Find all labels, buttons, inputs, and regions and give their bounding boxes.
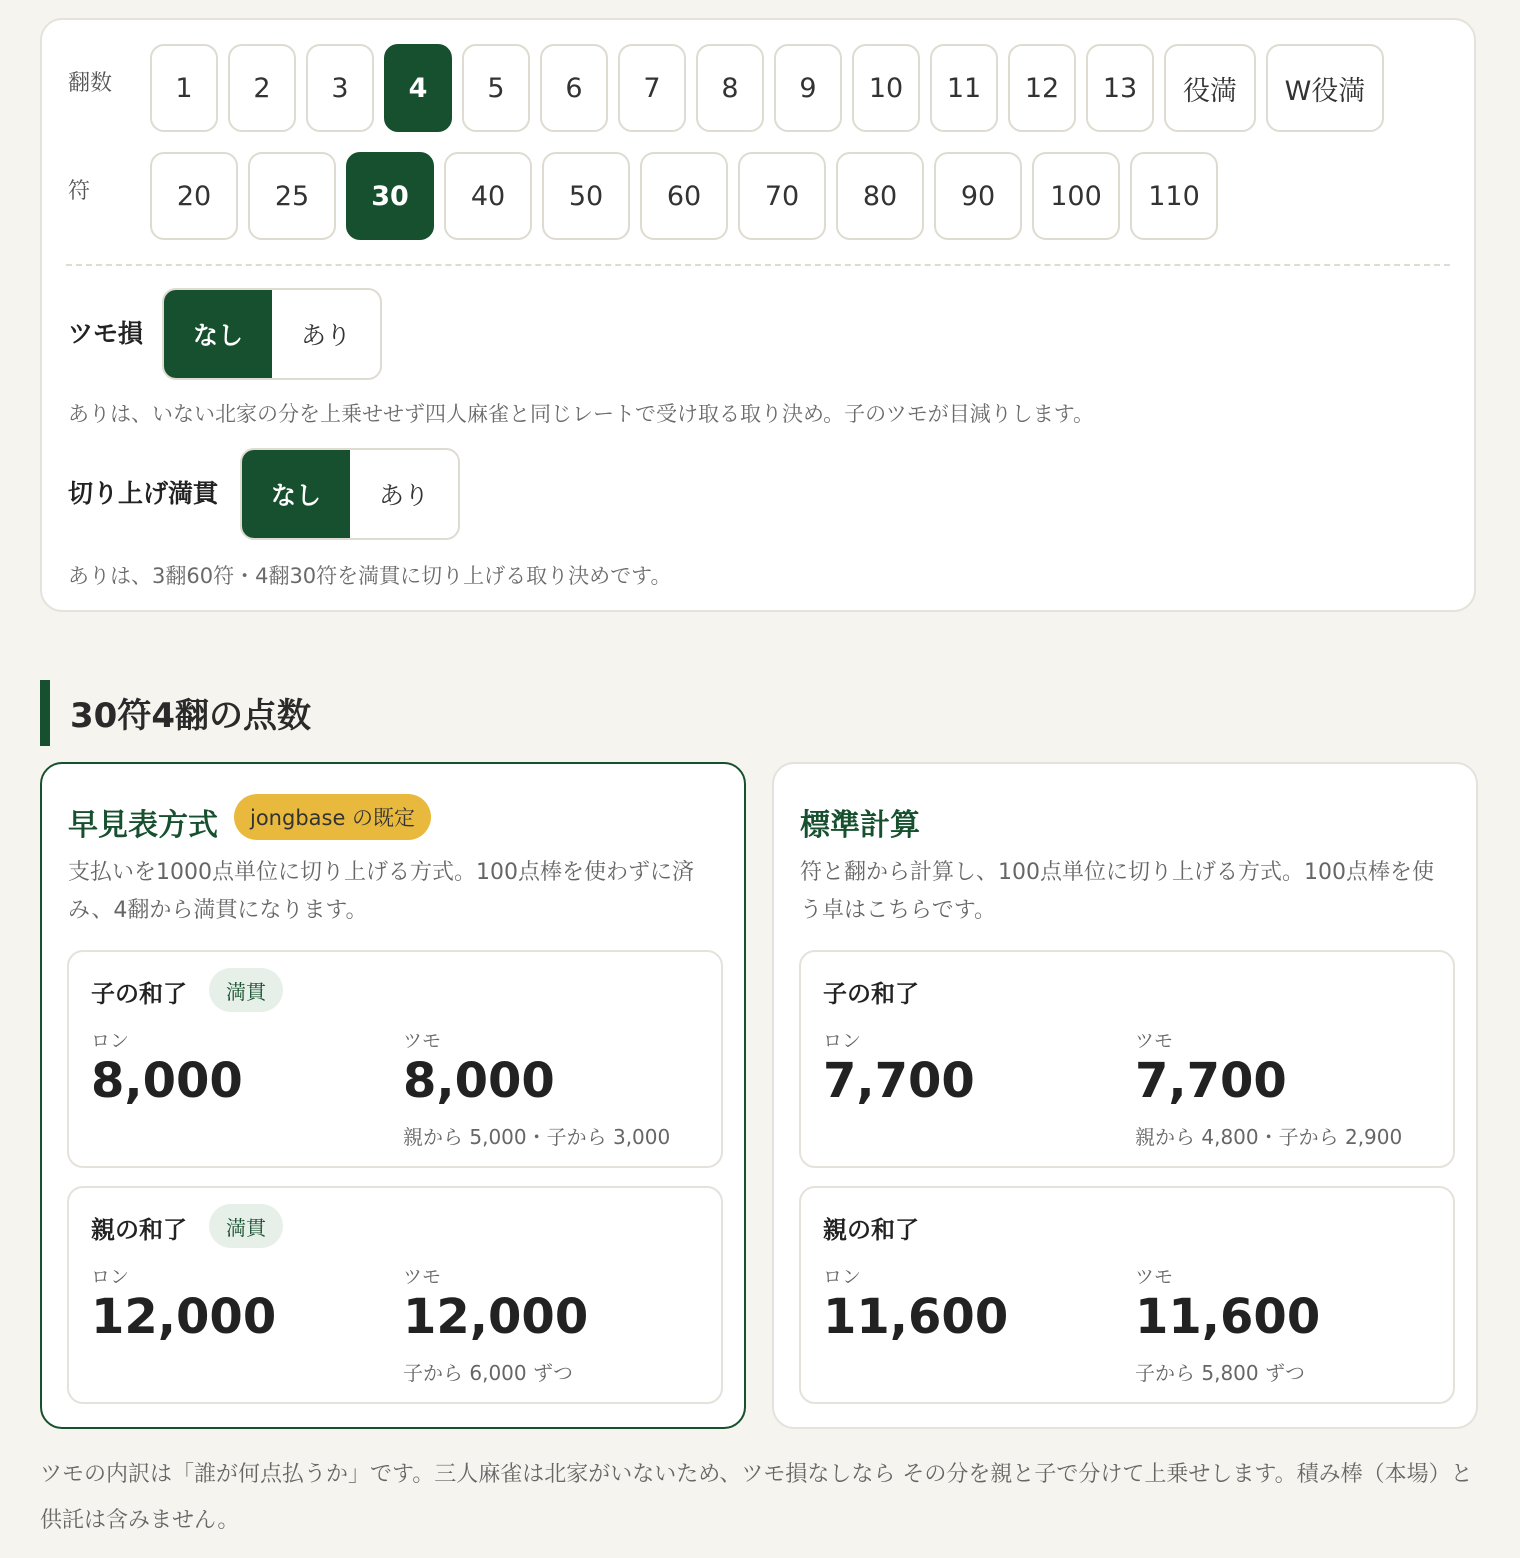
tsumo-value: 11,600 [1135,1289,1321,1345]
tsumo-value: 12,000 [403,1289,589,1345]
fu-option-2[interactable]: 30 [346,152,434,240]
settings-panel [40,18,1476,612]
tsumo-son-note: ありは、いない北家の分を上乗せせず四人麻雀と同じレートで受け取る取り決め。子のツモが目減りします。 [68,402,1095,426]
card-title: 早見表方式 [68,808,218,843]
oya-ron [91,1262,276,1343]
ko-tsumo [1135,1026,1402,1150]
han-option-10[interactable]: 11 [930,44,998,132]
han-option-6[interactable]: 7 [618,44,686,132]
divider [66,264,1450,266]
kiriage-option-ari[interactable]: あり [378,481,429,510]
tsumo-value: 7,700 [1135,1053,1287,1109]
han-option-5[interactable]: 6 [540,44,608,132]
card-standard [772,762,1478,1429]
tsumo-son-option-ari[interactable]: あり [300,321,351,350]
tsumo-label: ツモ [403,1266,442,1288]
han-option-13[interactable]: 役満 [1164,44,1256,132]
oya-tsumo [403,1262,588,1386]
oya-ron [823,1262,1008,1343]
kiriage-note: ありは、3翻60符・4翻30符を満貫に切り上げる取り決めです。 [68,564,672,588]
ron-label: ロン [91,1266,130,1288]
ron-value: 8,000 [91,1053,243,1109]
tsumo-label: ツモ [1135,1266,1174,1288]
han-option-0[interactable]: 1 [150,44,218,132]
han-option-14[interactable]: W役満 [1266,44,1384,132]
tsumo-detail: 親から 5,000・子から 3,000 [403,1125,671,1149]
fu-option-6[interactable]: 70 [738,152,826,240]
ko-tsumo [403,1026,670,1150]
han-option-1[interactable]: 2 [228,44,296,132]
tsumo-label: ツモ [403,1030,442,1052]
ko-title: 子の和了 [91,980,187,1008]
fu-option-0[interactable]: 20 [150,152,238,240]
han-option-9[interactable]: 10 [852,44,920,132]
fu-option-1[interactable]: 25 [248,152,336,240]
tsumo-son-option-nashi[interactable]: なし [164,290,272,378]
mangan-tag: 満貫 [209,1204,283,1248]
footer-note: ツモの内訳は「誰が何点払うか」です。三人麻雀は北家がいないため、ツモ損なしなら その分を親と子で分けて上乗せします。積み棒（本場）と供託は含みません。 [40,1462,1473,1533]
oya-title: 親の和了 [823,1216,919,1244]
fu-option-3[interactable]: 40 [444,152,532,240]
fu-option-4[interactable]: 50 [542,152,630,240]
han-option-12[interactable]: 13 [1086,44,1154,132]
oya-result [799,1186,1455,1404]
tsumo-detail: 親から 4,800・子から 2,900 [1135,1125,1403,1149]
ron-label: ロン [823,1266,862,1288]
ron-value: 7,700 [823,1053,975,1109]
card-description: 符と翻から計算し、100点単位に切り上げる方式。100点棒を使う卓はこちらです。 [800,860,1434,923]
han-option-3[interactable]: 4 [384,44,452,132]
han-option-4[interactable]: 5 [462,44,530,132]
oya-tsumo [1135,1262,1320,1386]
ron-label: ロン [91,1030,130,1052]
fu-label: 符 [68,179,91,204]
tsumo-son-label: ツモ損 [68,319,144,348]
ron-value: 11,600 [823,1289,1009,1345]
card-title: 標準計算 [800,808,920,843]
kiriage-toggle [240,448,460,540]
han-option-11[interactable]: 12 [1008,44,1076,132]
oya-result [67,1186,723,1404]
tsumo-value: 8,000 [403,1053,555,1109]
tsumo-detail: 子から 6,000 ずつ [403,1361,573,1385]
ko-result [799,950,1455,1168]
fu-option-10[interactable]: 110 [1130,152,1218,240]
kiriage-label: 切り上げ満貫 [68,479,219,508]
kiriage-option-nashi[interactable]: なし [242,450,350,538]
tsumo-label: ツモ [1135,1030,1174,1052]
oya-title: 親の和了 [91,1216,187,1244]
han-option-2[interactable]: 3 [306,44,374,132]
section-title-accent [40,680,50,746]
result-title: 30符4翻の点数 [70,696,311,736]
mangan-tag: 満貫 [209,968,283,1012]
han-label: 翻数 [68,71,113,96]
fu-option-7[interactable]: 80 [836,152,924,240]
han-option-8[interactable]: 9 [774,44,842,132]
card-hayamihyo [40,762,746,1429]
fu-option-5[interactable]: 60 [640,152,728,240]
tsumo-son-toggle [162,288,382,380]
fu-option-8[interactable]: 90 [934,152,1022,240]
han-option-7[interactable]: 8 [696,44,764,132]
card-description: 支払いを1000点単位に切り上げる方式。100点棒を使わずに済み、4翻から満貫になります。 [68,860,694,923]
ron-value: 12,000 [91,1289,277,1345]
default-badge: jongbase の既定 [234,794,431,840]
ko-ron [91,1026,243,1107]
tsumo-detail: 子から 5,800 ずつ [1135,1361,1305,1385]
ko-title: 子の和了 [823,980,919,1008]
ko-result [67,950,723,1168]
fu-option-9[interactable]: 100 [1032,152,1120,240]
ko-ron [823,1026,975,1107]
ron-label: ロン [823,1030,862,1052]
